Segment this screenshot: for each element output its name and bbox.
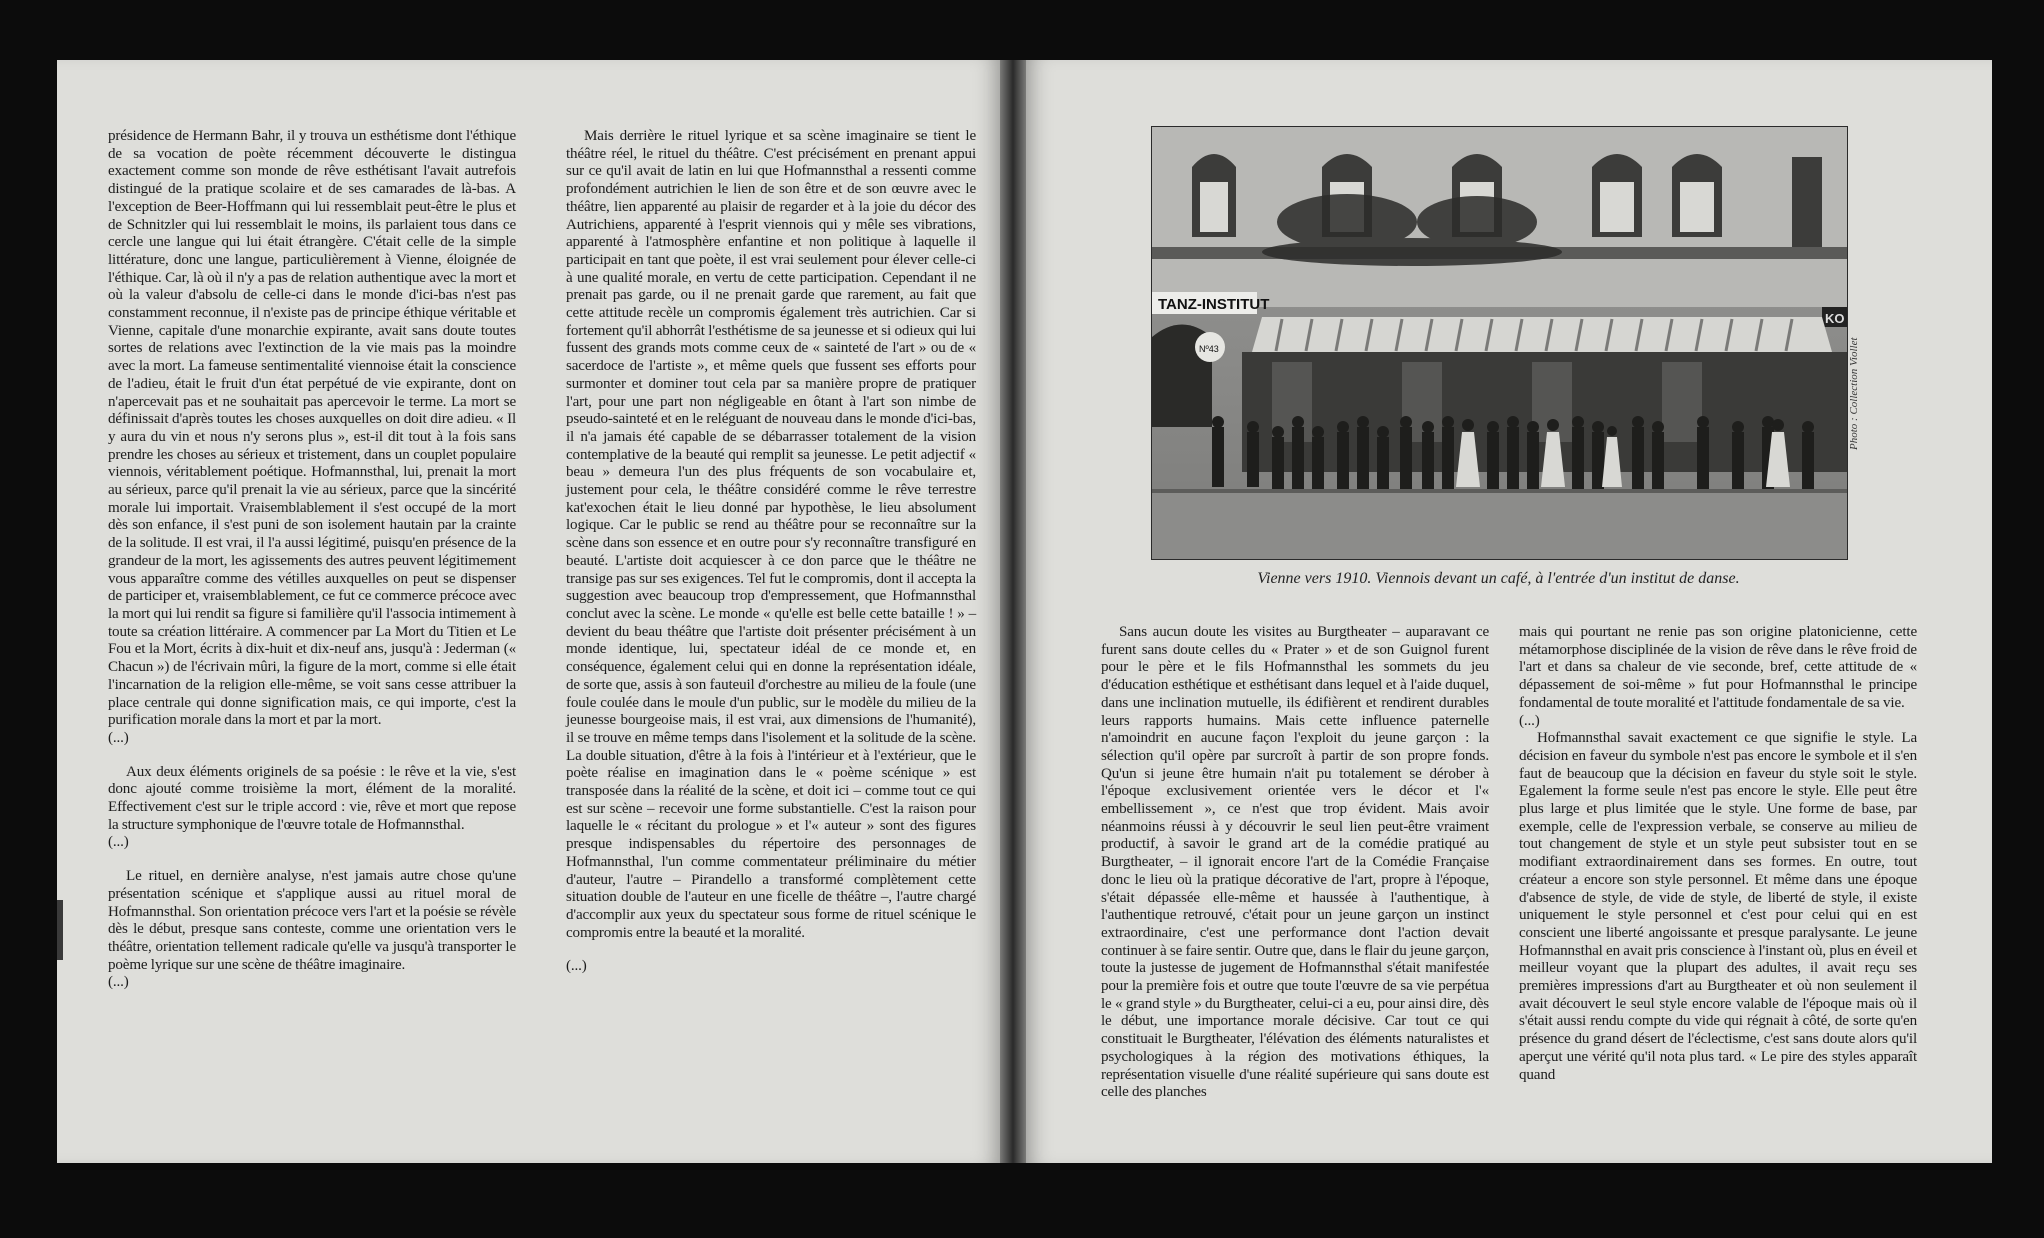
ellipsis-marker: (...) xyxy=(108,974,129,991)
sign-ko: KO xyxy=(1825,311,1845,326)
left-page xyxy=(57,60,1000,1163)
cafe-photograph xyxy=(1151,126,1848,560)
paragraph: présidence de Hermann Bahr, il y trouva un esthétisme dont l'éthique de sa vocation de poète récemment découverte le distingua exactement comme son monde de rêve esthétisant l'avait autrefois distingué de la pratique scolaire et de ses camarades de là-bas. A l'exception de Beer-Hoffmann qui lui ressemblait peut-être le plus et de Schnitzler qui lui ressemblait le moins, ils parlaient tous dans ce cercle une langue qui lui était étrangère. C'était celle de la simple littérature, donc une langue, particulièrement à Vienne, éloignée de l'éthique. Car, là où il n'y a pas de relation authentique avec la mort et où la valeur d'absolu de celle-ci dans le monde d'ici-bas n'est pas constamment reconnue, il n'existe pas de principe éthique véritable et Vienne, capitale d'une monarchie expirante, avait sans doute toutes sortes de relations avec l'extinction de la vie mais pas la moindre avec la mort. La fameuse sentimentalité viennoise était la conscience de l'adieu, était le fruit d'un état perpétué de vie expirante, dont on n'apercevait pas et ne souhaitait pas apercevoir le terme. La mort se définissait d'après toutes les choses auxquelles on doit dire adieu. « Il y aura du vin et nous n'y serons plus », est-il dit tout à la fois sans prendre les choses au sérieux et tristement, dans un couplet populaire viennois, véritablement poétique. Hofmannsthal, lui, prenait la mort au sérieux, parce qu'il prenait la vie au sérieux, parce que la sincérité morale lui importait. Vraisemblablement il s'est occupé de la mort dès son enfance, il s'est puni de son isolement hautain par la crainte de la solitude. Il est vrai, il l'a aussi légitimé, puisqu'en présence de la grandeur de la mort, les agissements des autres peuvent légitimement vous apparaître comme des vétilles auxquelles on peut se dispenser de participer et, vraisemblablement, ce fut ce commerce précoce avec la mort qui lui rendit sa figure si familière qu'il l'associa intimement à toute sa création littéraire. A commencer par La Mort du Titien et Le Fou et la Mort, écrits à dix-huit et dix-neuf ans, jusqu'à : Jederman (« Chacun ») de l'écrivain mûri, la figure de la mort, comme si elle était l'incarnation de la religion elle-même, se voit sans cesse attribuer la place centrale qui donne signification mais, ce qui importe, c'est la purification morale dans la mort et par la mort. xyxy=(108,128,516,729)
left-page-column-2 xyxy=(566,128,976,976)
ellipsis-marker: (...) xyxy=(108,834,129,851)
book-spine xyxy=(1000,60,1026,1163)
left-page-column-1 xyxy=(108,128,516,992)
paragraph: Hofmannsthal savait exactement ce que signifie le style. La décision en faveur du symbole n'est pas encore le symbole et il s'en faut de beaucoup que la décision en faveur du style soit le style. Egalement la forme seule n'est pas encore le style. Elle peut être plus large et plus limitée que le style. Une forme de base, par exemple, celle de l'expression verbale, se conserve au milieu de tout changement de style et un style peut subsister tout en se modifiant extraordinairement dans ses formes. En outre, tout créateur a encore son style personnel. Et même dans une époque d'absence de style, de vide de style, de liberté de style, il existe uniquement le style personnel et c'est pour celui qui en est conscient une liberté angoissante et presque paralysante. Le jeune Hofmannsthal en avait pris conscience à l'instant où, plus en éveil et meilleur voyant que la plupart des adultes, il avait reçu ses premières impressions d'art au Burgtheater et où non seulement il avait découvert le seul style encore valable de l'époque mais où il s'était aussi rendu compte du vide qui régnait à côté, de sorte qu'en présence du grand désert de l'éclectisme, c'est sans doute alors qu'il aperçut une vérité qu'il nota plus tard. « Le pire des styles apparaît quand xyxy=(1519,730,1918,1083)
right-page xyxy=(1026,60,1992,1163)
paragraph-gap xyxy=(108,852,516,868)
watermark: ​ xyxy=(474,583,500,645)
paragraph: Aux deux éléments originels de sa poésie : le rêve et la vie, s'est donc ajouté comme troisième la mort, élément de la moralité. Effectivement c'est sur le triple accord : vie, rêve et mort que repose la structure symphonique de l'œuvre totale de Hofmannsthal. xyxy=(108,763,516,833)
ellipsis-marker: (...) xyxy=(108,729,129,746)
paragraph: Le rituel, en dernière analyse, n'est jamais autre chose qu'une présentation scénique et s'applique aussi au rituel moral de Hofmannsthal. Son orientation précoce vers l'art et la poésie se révèle dès le début, presque sans conteste, comme une orientation vers le théâtre, orientation tellement radicale qu'elle va jusqu'à transporter le poème lyrique sur une scène de théâtre imaginaire. xyxy=(108,868,516,973)
page-edge-mark xyxy=(57,900,63,960)
paragraph-gap xyxy=(566,942,976,958)
right-page-column-2 xyxy=(1519,624,1917,1084)
sign-number: Nº43 xyxy=(1199,344,1219,354)
photo-caption: Vienne vers 1910. Viennois devant un café, à l'entrée d'un institut de danse. xyxy=(1257,570,1740,587)
paragraph: mais qui pourtant ne renie pas son origine platonicienne, cette métamorphose disciplinée de la vision de rêve dans le rêve froid de l'art et dans sa chaleur de vie seconde, bref, cette attitude de « dépassement de soi-même » fut pour Hofmannsthal le principe fondamental de toute moralité et l'attitude fondamentale de sa vie. xyxy=(1519,624,1917,711)
right-page-column-1 xyxy=(1101,624,1489,1102)
ellipsis-marker: (...) xyxy=(566,958,587,975)
photo-credit: Photo : Collection Viollet xyxy=(1848,337,1860,450)
cafe-photograph-drawing xyxy=(1152,127,1847,559)
paragraph: Sans aucun doute les visites au Burgtheater – auparavant ce furent sans doute celles du « Prater » et de son Guignol furent pour le père et le fils Hofmannsthal les sommets du jeu d'éducation esthétique et esthétisant dans lequel et à l'aide duquel, dans une inclination mutuelle, ils édifièrent et rendirent durables leurs rapports humains. Mais cette influence paternelle n'amoindrit en aucune façon l'exploit du jeune garçon : la sélection qu'il opère par surcroît à partir de son propre fonds. Qu'un si jeune être humain n'ait pu totalement se dérober à l'époque exclusivement orientée vers le décor et l'« embellissement », ce n'est que trop évident. Mais avoir néanmoins réussi à y découvrir le seul lien peut-être vraiment productif, à savoir le grand art de la comédie pratiqué au Burgtheater, – il ignorait encore l'art de la Comédie Française donc le lieu où la pratique décorative de l'art, propre à l'époque, s'était dépassée elle-même et haussée à l'authentique, à l'authentique retrouvé, c'était pour un jeune garçon un instinct extraordinaire, c'est une performance dont l'action devait continuer à se faire sentir. Outre que, dans le flair du jeune garçon, toute la justesse de jugement de Hofmannsthal s'était manifestée pour la première fois et outre que toute l'œuvre de sa vie perpétua le « grand style » du Burgtheater, celui-ci a eu, pour ainsi dire, dès le début, une importance morale décisive. Car tout ce qui constituait le Burgtheater, l'élévation des éléments naturalistes et psychologiques à la région des motivations éthiques, la représentation visuelle d'une réalité supérieure qui sans doute est celle des planches xyxy=(1101,624,1489,1101)
paragraph-gap xyxy=(108,748,516,764)
paragraph: Mais derrière le rituel lyrique et sa scène imaginaire se tient le théâtre réel, le rituel du théâtre. C'est précisément en prenant appui sur ce qu'il avait de latin en lui que Hofmannsthal a ressenti comme profondément autrichien le lien de son être et de son œuvre avec le théâtre, lien apparenté au plaisir de regarder et à la joie du décor des Autrichiens, apparenté à l'esprit viennois qui y mêle ses vibrations, apparenté à l'atmosphère enfantine et non politique à laquelle il participait en tant que poète, il est vrai seulement pour élever celle-ci à une qualité morale, en vertu de cette participation. Cependant il ne prenait pas garde, ou il ne prenait garde que rarement, au fait que cette attitude recèle un compromis également très autrichien. Car si fortement qu'il abhorrât l'esthétisme de sa jeunesse et si odieux qui lui fussent des grands mots comme ceux de « sainteté de l'art » ou de « sacerdoce de l'artiste », et même quels que fussent ses efforts pour surmonter et dominer tout cela par sa manière propre de pratiquer l'art, pour une part non négligeable en ôtant à l'art son nimbe de pseudo-sainteté et en le reléguant de nouveau dans le monde d'ici-bas, il n'a jamais été capable de se débarrasser totalement de la vision contemplative de la beauté qui remplit sa jeunesse. Le petit adjectif « beau » demeura l'un des plus fréquents de son vocabulaire et, justement pour cela, le théâtre considéré comme le rêve terrestre kat'exochen était le lieu donné par hypothèse, le lieu absolument logique. Car le public se rend au théâtre pour se reconnaître sur la scène dans son essence et en outre pour s'y reconnaître transfiguré en beauté. L'artiste doit acquiescer à ce don parce que le théâtre ne transige pas sur ses exigences. Tel fut le compromis, dont il accepta la suggestion avec beaucoup trop d'empressement, que Hofmannsthal conclut avec la scène. Le monde « qu'elle est belle cette bataille ! » – devient du beau théâtre que l'artiste doit présenter précisément à un monde identique, lui, spectateur idéal de ce monde et, en conséquence, également celui qui en donne la représentation idéale, de sorte que, assis à son fauteuil d'orchestre au milieu de la foule (une foule coulée dans le moule d'un public, sur le modèle du milieu de la jeunesse bourgeoise mais, il est vrai, aux dimensions de l'humanité), il se trouve en même temps dans l'isolement et la solitude de la scène. La double situation, d'être à la fois à l'intérieur et à l'extérieur, que le poète réalise en imagination dans le « poème scénique » est transposée dans la réalité de la scène, et doit ici – comme tout ce qui est sur scène – recevoir une forme substantielle. C'est la raison pour laquelle le « récitant du prologue » et l'« auteur » sont des figures presque indispensables du répertoire des personnages de Hofmannsthal, l'un comme commentateur préliminaire du métier d'auteur, l'autre – Pirandello a transformé complètement cette situation double de l'auteur en une ficelle de théâtre –, l'autre chargé d'accomplir aux yeux du spectateur sous forme de rituel scénique le compromis entre la beauté et la moralité. xyxy=(566,128,976,941)
sign-tanz-institut: TANZ-INSTITUT xyxy=(1158,296,1270,313)
ellipsis-marker: (...) xyxy=(1519,712,1540,729)
